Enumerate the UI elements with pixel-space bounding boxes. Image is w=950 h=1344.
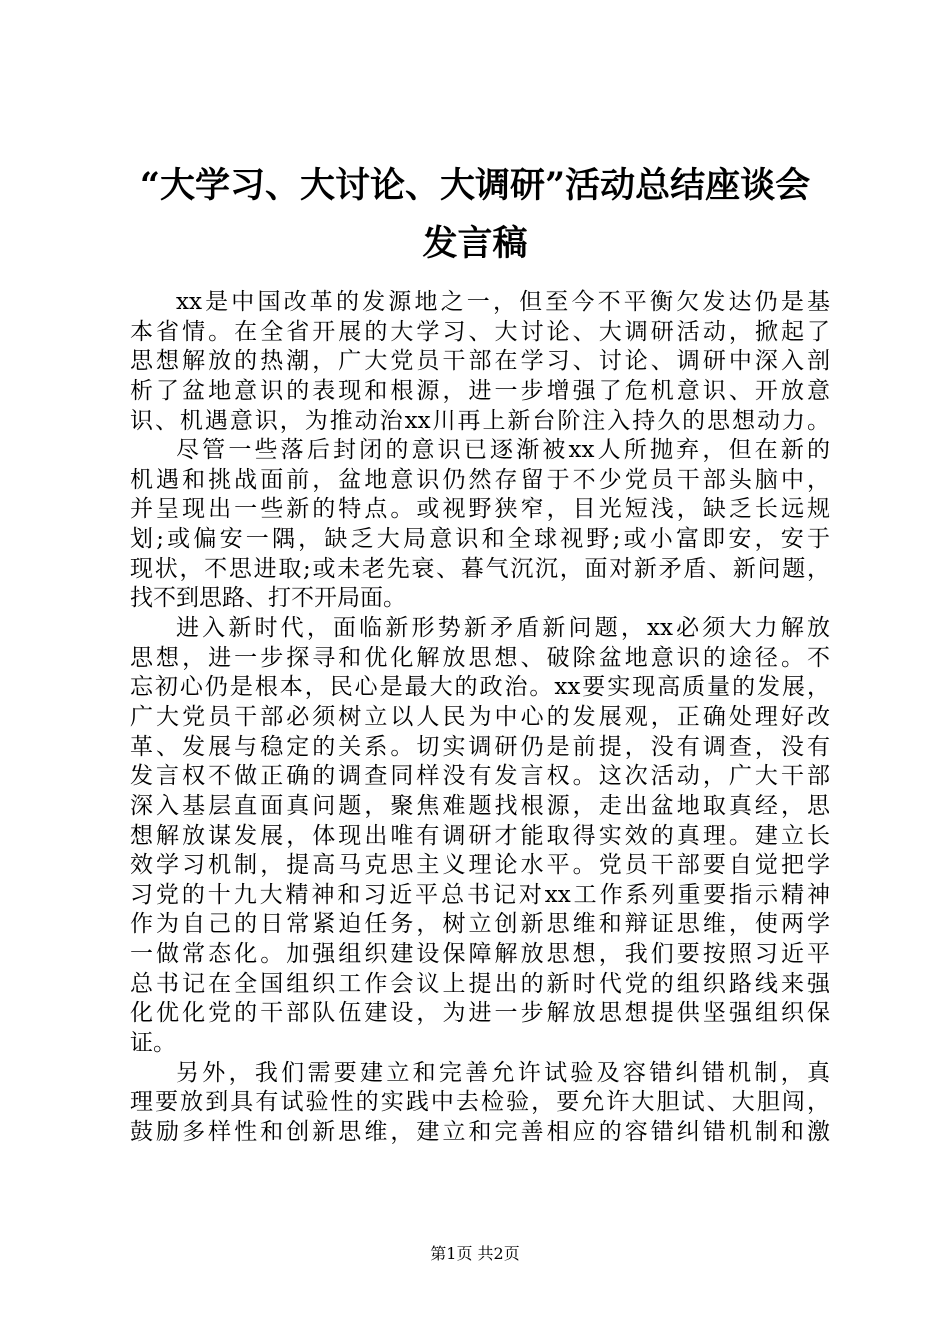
paragraph-line: 机遇和挑战面前，盆地意识仍然存留于不少党员干部头脑中，: [130, 466, 830, 493]
paragraph-line: 思想解放的热潮，广大党员干部在学习、讨论、调研中深入剖: [130, 348, 830, 375]
paragraph: [130, 288, 830, 436]
paragraph-line: 识、机遇意识，为推动治xx川再上新台阶注入持久的思想动力。: [130, 407, 830, 434]
paragraph-line: 一做常态化。加强组织建设保障解放思想，我们要按照习近平: [130, 941, 830, 968]
paragraph-line: 现状，不思进取;或未老先衰、暮气沉沉，面对新矛盾、新问题，: [130, 555, 830, 582]
paragraph-line: 忘初心仍是根本，民心是最大的政治。xx要实现高质量的发展，: [130, 674, 830, 701]
paragraph-line: 找不到思路、打不开局面。: [130, 585, 406, 612]
paragraph-line: 作为自己的日常紧迫任务，树立创新思维和辩证思维，使两学: [130, 911, 830, 938]
paragraph-line: 鼓励多样性和创新思维，建立和完善相应的容错纠错机制和激: [130, 1118, 830, 1145]
paragraph-line: 想解放谋发展，体现出唯有调研才能取得实效的真理。建立长: [130, 822, 830, 849]
page-number-footer: 第1页 共2页: [430, 1244, 520, 1263]
paragraph-line: 理要放到具有试验性的实践中去检验，要允许大胆试、大胆闯，: [130, 1089, 830, 1116]
paragraph-line: 划;或偏安一隅，缺乏大局意识和全球视野;或小富即安，安于: [130, 526, 830, 553]
paragraph-line: 并呈现出一些新的特点。或视野狭窄，目光短浅，缺乏长远规: [130, 496, 830, 523]
paragraph-line: 尽管一些落后封闭的意识已逐渐被xx人所抛弃，但在新的: [176, 437, 830, 464]
paragraph-line: 另外，我们需要建立和完善允许试验及容错纠错机制，真: [176, 1059, 830, 1086]
paragraph-line: 思想，进一步探寻和优化解放思想、破除盆地意识的途径。不: [130, 644, 830, 671]
document-title-line-2: 发言稿: [422, 223, 528, 264]
paragraph-line: 效学习机制，提高马克思主义理论水平。党员干部要自觉把学: [130, 852, 830, 879]
paragraph-line: 本省情。在全省开展的大学习、大讨论、大调研活动，掀起了: [130, 318, 830, 345]
paragraph: [130, 614, 830, 1059]
paragraph-line: 进入新时代，面临新形势新矛盾新问题，xx必须大力解放: [176, 615, 830, 642]
paragraph-line: 化优化党的干部队伍建设，为进一步解放思想提供坚强组织保: [130, 1000, 830, 1027]
paragraph-line: 深入基层直面真问题，聚焦难题找根源，走出盆地取真经，思: [130, 792, 830, 819]
document-title-line-1: “大学习、大讨论、大调研”活动总结座谈会: [139, 165, 811, 206]
paragraph-line: 证。: [130, 1030, 176, 1057]
paragraph-line: 广大党员干部必须树立以人民为中心的发展观，正确处理好改: [130, 703, 830, 730]
paragraph: [130, 436, 830, 614]
paragraph-line: xx是中国改革的发源地之一，但至今不平衡欠发达仍是基: [176, 289, 830, 315]
paragraph-line: 习党的十九大精神和习近平总书记对xx工作系列重要指示精神: [130, 881, 830, 908]
paragraph-line: 析了盆地意识的表现和根源，进一步增强了危机意识、开放意: [130, 377, 830, 404]
document-body: [130, 288, 830, 1148]
paragraph-line: 总书记在全国组织工作会议上提出的新时代党的组织路线来强: [130, 970, 830, 997]
paragraph-line: 革、发展与稳定的关系。切实调研仍是前提，没有调查，没有: [130, 733, 830, 760]
paragraph-line: 发言权不做正确的调查同样没有发言权。这次活动，广大干部: [130, 763, 830, 790]
paragraph: [130, 1059, 830, 1148]
